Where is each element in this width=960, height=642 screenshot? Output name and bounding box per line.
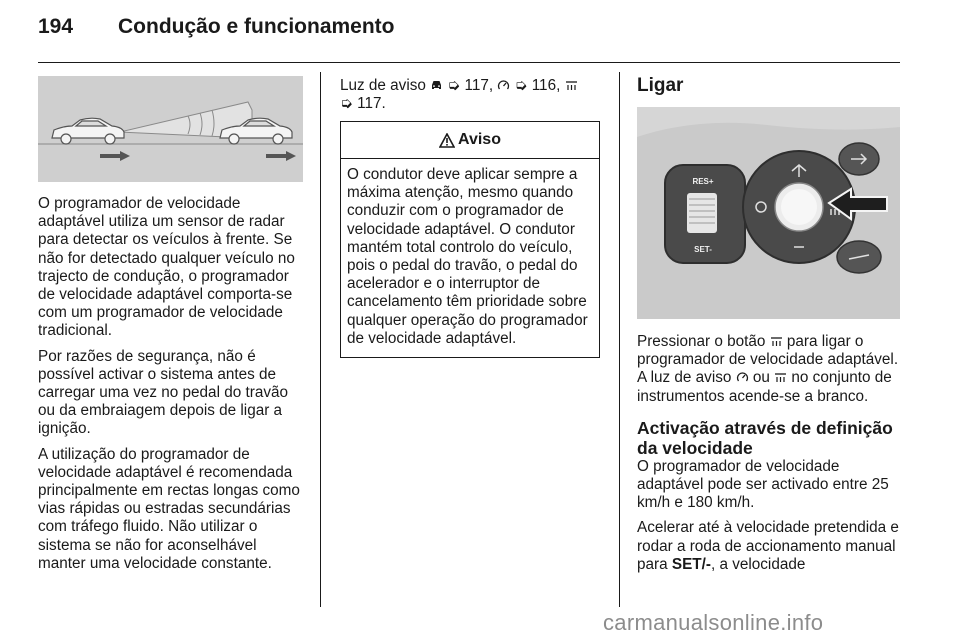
set-minus-label: SET- (694, 245, 712, 254)
ref-117: 117, (464, 77, 494, 94)
warning-light-references (340, 77, 605, 113)
page-number: 194 (38, 15, 74, 38)
adaptive-cruise-icon (565, 79, 578, 91)
text-press-button: Pressionar o botão (637, 333, 766, 350)
warning-text: O condutor deve aplicar sempre a máxima atenção, mesmo quando conduzir com o programador de velocidade adaptável. O condutor mantém total controlo do veículo, pois o pedal do travão, o pedal do acelerador e o interruptor de cancelamento têm prioridade sobre qualquer operação do programador de velocidade adaptável. (347, 166, 588, 347)
paragraph-usage: A utilização do programador de velocidade adaptável é recomendada principalmente em rectas longas como vias rápidas ou estradas secundárias com tráfego fluido. Não utilizar o sistema se não for aconselhável manter uma velocidade constante. (38, 445, 300, 572)
res-plus-label: RES+ (692, 177, 714, 186)
paragraph-accelerate (637, 519, 905, 574)
warning-triangle-icon (439, 133, 455, 148)
section-title: Condução e funcionamento (118, 15, 395, 38)
paragraph-safety: Por razões de segurança, não é possível activar o sistema antes de carregar uma vez no pedal do travão ou da embraiagem depois de ligar a ignição. (38, 347, 288, 438)
paragraph-switch-on (637, 333, 905, 406)
steering-wheel-controls-illustration (637, 107, 900, 319)
radar-illustration (38, 76, 303, 182)
text-lights-white: no conjunto de instrumentos acende-se a branco. (637, 369, 892, 405)
set-minus-term: SET/- (671, 555, 711, 573)
paragraph-speed-range: O programador de velocidade adaptável pode ser activado entre 25 km/h e 180 km/h. (637, 457, 889, 512)
column-divider-1 (320, 72, 321, 607)
column-3-text (637, 333, 905, 581)
page-ref-arrow-icon: ➭ (514, 77, 528, 94)
watermark: carmanualsonline.info (603, 610, 824, 635)
warning-box (340, 121, 600, 358)
text-or: ou (752, 369, 770, 387)
warning-header (341, 122, 599, 159)
header-rule (38, 62, 900, 63)
subheading-speed-activation: Activação através de definição da velocidade (637, 417, 893, 458)
paragraph-radar-sensor: O programador de velocidade adaptável utiliza um sensor de radar para detectar os veículos à frente. Se não for detectado qualquer veículo no trajecto de condução, o programador de velocidade adaptável comporta-se com um programador de velocidade tradicional. (38, 195, 295, 340)
adaptive-cruise-icon (774, 371, 787, 383)
text-speed: , a velocidade (710, 555, 806, 573)
page-ref-arrow-icon: ➭ (447, 77, 461, 94)
heading-ligar: Ligar (637, 75, 684, 96)
adaptive-cruise-icon (770, 335, 783, 347)
ref-116: 116, (531, 77, 561, 94)
cruise-gauge-icon (736, 371, 749, 383)
page-ref-arrow-icon: ➭ (340, 95, 353, 113)
text-accelerate: Acelerar até à velocidade pretendida e rodar a roda de accionamento manual para (637, 519, 899, 573)
ref-prefix: Luz de aviso (340, 77, 426, 94)
column-divider-2 (619, 72, 620, 607)
cruise-gauge-icon (497, 79, 510, 91)
warning-title: Aviso (458, 131, 501, 148)
car-front-icon (430, 79, 443, 91)
ref-117-b: 117. (357, 95, 386, 113)
column-1-text (38, 195, 306, 580)
text-switch-on: para ligar o programador de velocidade adaptável. A luz de aviso (637, 333, 899, 387)
